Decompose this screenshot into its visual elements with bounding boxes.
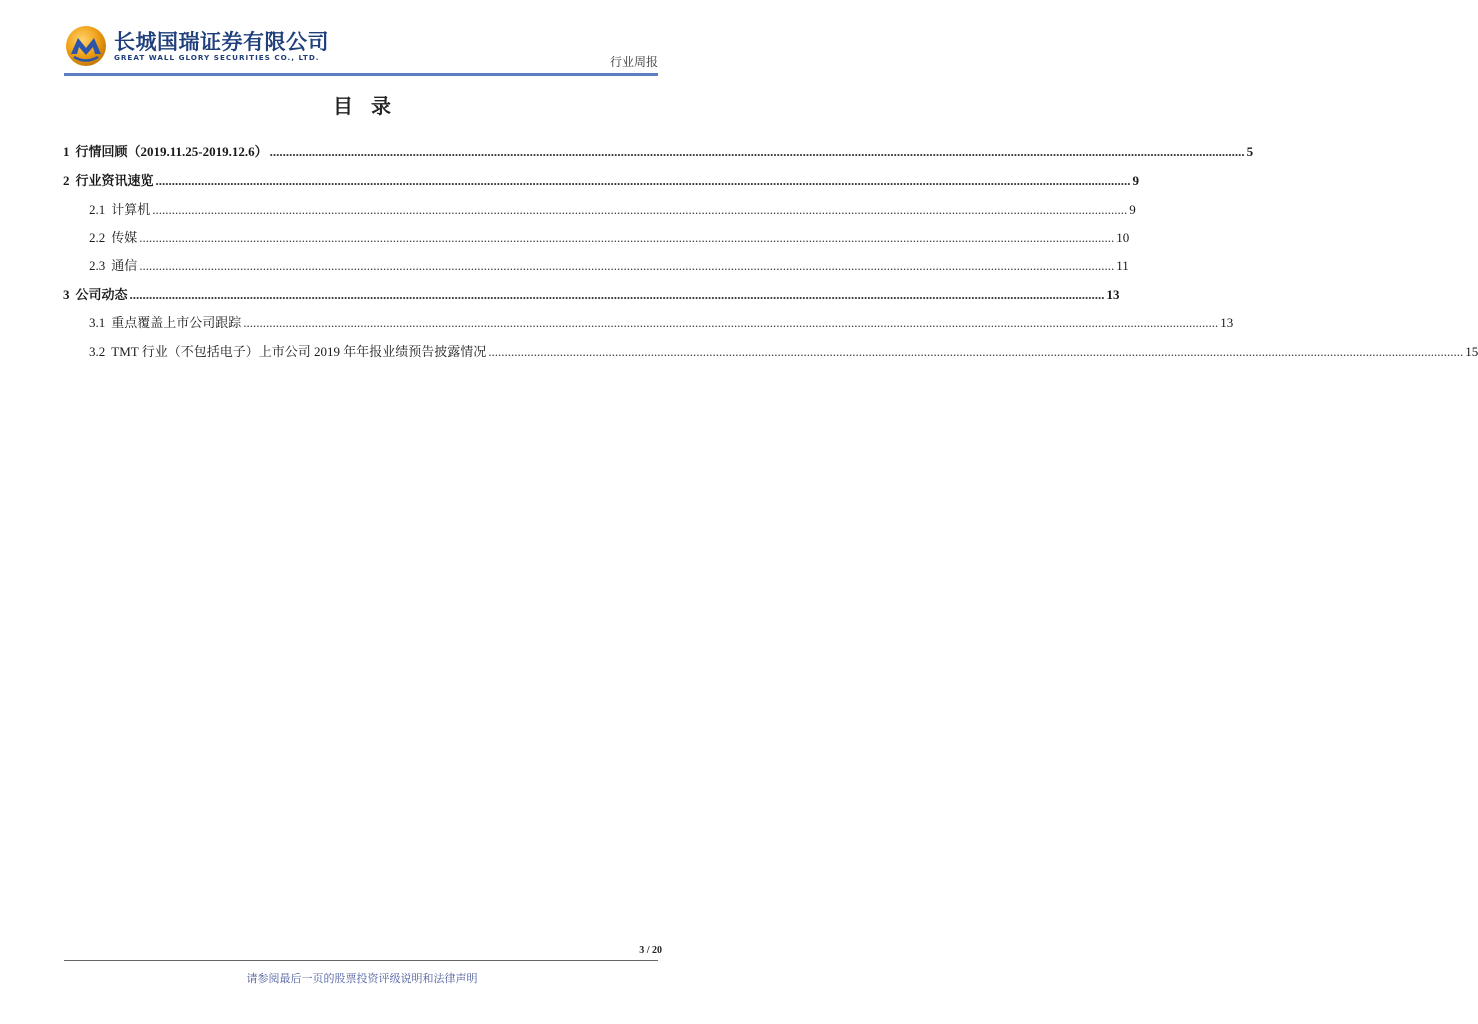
toc-entry-page: 13 xyxy=(1220,315,1234,330)
toc-entry-label: TMT 行业（不包括电子）上市公司 2019 年年报业绩预告披露情况 xyxy=(111,344,487,359)
toc-entry-number: 2 xyxy=(63,173,70,188)
toc-leader-dots: ............................................................................................................................................................................................................................................................................................................ xyxy=(152,202,1128,217)
toc-entry-label: 行业资讯速览 xyxy=(75,173,154,188)
toc-leader-dots: ............................................................................................................................................................................................................................................................................................................ xyxy=(129,287,1105,302)
toc-entry[interactable] xyxy=(63,284,1120,303)
toc-entry-number: 3 xyxy=(63,287,70,302)
toc-entry-label: 行情回顾（2019.11.25-2019.12.6） xyxy=(75,144,268,159)
toc-leader-dots: ............................................................................................................................................................................................................................................................................................................ xyxy=(488,344,1464,359)
toc-entry-label: 传媒 xyxy=(111,230,138,245)
toc-entry-label: 公司动态 xyxy=(75,287,128,302)
toc-leader-dots: ............................................................................................................................................................................................................................................................................................................ xyxy=(243,315,1219,330)
toc-entry-number: 3.1 xyxy=(89,315,106,330)
toc-entry-page: 10 xyxy=(1116,230,1130,245)
toc-entry[interactable] xyxy=(89,341,1478,360)
toc-leader-dots: ............................................................................................................................................................................................................................................................................................................ xyxy=(139,230,1115,245)
toc-entry-label: 通信 xyxy=(111,258,138,273)
footer-disclaimer: 请参阅最后一页的股票投资评级说明和法律声明 xyxy=(246,972,478,985)
page-header xyxy=(0,0,724,80)
toc-entry-number: 1 xyxy=(63,144,70,159)
toc-leader-dots: ............................................................................................................................................................................................................................................................................................................ xyxy=(139,258,1115,273)
toc-entry-page: 9 xyxy=(1132,173,1140,188)
footer-divider xyxy=(64,960,658,961)
toc-title: 目录 xyxy=(333,94,409,118)
toc-entry-number: 3.2 xyxy=(89,344,106,359)
page-number: 3 / 20 xyxy=(639,945,662,956)
toc-entry-page: 11 xyxy=(1116,258,1129,273)
toc-entry[interactable] xyxy=(89,312,1234,331)
toc-entry-number: 2.3 xyxy=(89,258,106,273)
toc-leader-dots: ............................................................................................................................................................................................................................................................................................................ xyxy=(155,173,1131,188)
toc-entry-page: 15 xyxy=(1465,344,1478,359)
toc-entry[interactable] xyxy=(89,199,1136,218)
toc-entry-page: 13 xyxy=(1106,287,1120,302)
toc-entry[interactable] xyxy=(89,227,1130,246)
toc-entry[interactable] xyxy=(63,141,1254,160)
toc-entry-label: 重点覆盖上市公司跟踪 xyxy=(111,315,242,330)
report-type-label: 行业周报 xyxy=(609,55,658,69)
company-logo-icon xyxy=(64,24,108,68)
toc-entry-page: 5 xyxy=(1246,144,1254,159)
toc-entry-page: 9 xyxy=(1129,202,1136,217)
header-divider xyxy=(64,73,658,76)
toc-entry[interactable] xyxy=(89,255,1129,274)
toc-leader-dots: ............................................................................................................................................................................................................................................................................................................ xyxy=(269,144,1245,159)
company-name-cn: 长城国瑞证券有限公司 xyxy=(114,30,329,54)
toc-entry-number: 2.1 xyxy=(89,202,106,217)
toc-entry[interactable] xyxy=(63,170,1140,189)
toc-entry-label: 计算机 xyxy=(111,202,151,217)
company-name-en: GREAT WALL GLORY SECURITIES CO., LTD. xyxy=(114,53,320,62)
toc-entry-number: 2.2 xyxy=(89,230,106,245)
